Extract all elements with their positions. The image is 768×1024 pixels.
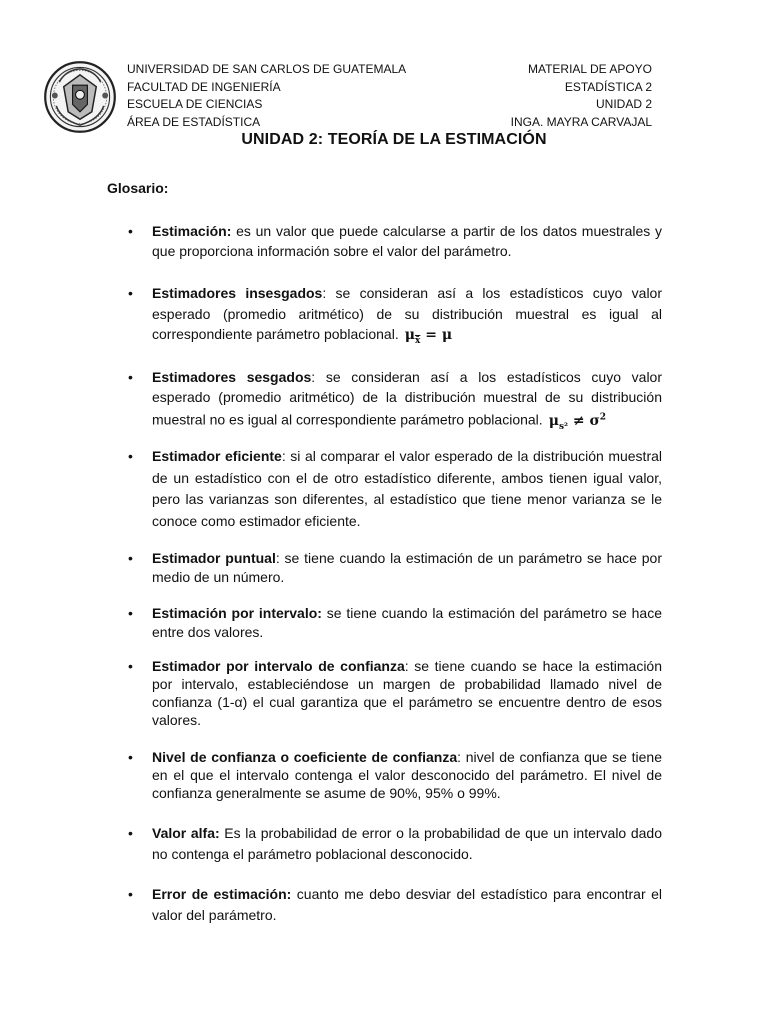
glossary-entry-valor-alfa (128, 823, 662, 865)
course-info (511, 61, 652, 131)
glossary-entry-nivel-de-confianza (128, 748, 662, 802)
glossary-entry-estimacion-por-intervalo (128, 604, 662, 642)
entry-term: Estimación por intervalo: (152, 605, 322, 621)
entry-term: Estimador puntual (152, 550, 276, 566)
entry-text (152, 283, 662, 351)
university-seal-logo (43, 60, 117, 134)
course-name: ESTADÍSTICA 2 (564, 79, 652, 94)
entry-text (152, 549, 662, 587)
entry-definition: : se consideran así a los estadísticos cuyo valor esperado (promedio aritmético) de su distribución muestral es igual al correspondiente parámetro poblacional. (152, 285, 663, 342)
entry-text (152, 604, 662, 642)
entry-text (152, 748, 662, 802)
bullet-icon: • (128, 550, 133, 566)
glossary-entry-estimadores-insesgados (128, 283, 662, 351)
bullet-icon: • (128, 825, 133, 841)
page-title: UNIDAD 2: TEORÍA DE LA ESTIMACIÓN (241, 131, 547, 148)
formula-biased: $\mu_{s^2} \ne \sigma^2$ (548, 412, 607, 432)
entry-definition: cuanto me debo desviar del estadístico para encontrar el valor del parámetro. (152, 886, 663, 923)
formula-unbiased: $\mu_{x̄} = \mu$ (404, 327, 453, 346)
entry-text (152, 221, 662, 261)
entry-term: Estimador eficiente (152, 448, 282, 464)
bullet-icon: • (128, 658, 133, 674)
bullet-icon: • (128, 605, 133, 621)
entry-text (152, 446, 662, 532)
glossary-entry-error-de-estimacion (128, 884, 662, 926)
entry-term: Error de estimación: (152, 886, 292, 902)
entry-text (152, 884, 662, 926)
faculty-name: FACULTAD DE INGENIERÍA (127, 79, 281, 94)
entry-text (152, 367, 662, 436)
glossary-entry-estimacion (128, 221, 662, 261)
material-label: MATERIAL DE APOYO (527, 62, 652, 76)
entry-term: Estimadores insesgados (152, 285, 323, 301)
bullet-icon: • (128, 886, 133, 902)
bullet-icon: • (128, 223, 133, 239)
entry-definition: Es la probabilidad de error o la probabilidad de que un intervalo dado no contenga el parámetro poblacional desconocido. (152, 825, 662, 862)
entry-term: Estimadores sesgados (152, 369, 312, 385)
glossary-entry-estimador-eficiente (128, 446, 662, 532)
entry-term: Valor alfa: (152, 825, 220, 841)
entry-text (152, 823, 662, 865)
bullet-icon: • (128, 369, 133, 385)
glossary-entry-intervalo-de-confianza (128, 657, 662, 729)
instructor-name: INGA. MAYRA CARVAJAL (510, 114, 652, 129)
entry-term: Nivel de confianza o coeficiente de confianza (152, 749, 458, 765)
university-name: UNIVERSIDAD DE SAN CARLOS DE GUATEMALA (127, 62, 407, 76)
unit-label: UNIDAD 2 (595, 97, 652, 112)
bullet-icon: • (128, 749, 133, 765)
document-header (0, 0, 768, 135)
school-name: ESCUELA DE CIENCIAS (127, 97, 263, 112)
entry-definition: se tiene cuando la estimación del parámetro se hace entre dos valores. (152, 605, 662, 640)
entry-term: Estimación: (152, 223, 232, 239)
bullet-icon: • (128, 448, 133, 464)
entry-text (152, 657, 662, 729)
entry-definition: : si al comparar el valor esperado de la distribución muestral de un estadístico con el de otro estadístico diferente, ambos tienen igual valor, pero las varianzas son diferentes, al estadístico que tiene menor varianza se le conoce como estimador eficiente. (152, 448, 662, 529)
entry-definition: : se consideran así a los estadísticos cuyo valor esperado (promedio aritmético) de la distribución muestral de su distribución muestral no es igual al correspondiente parámetro poblacional. (152, 369, 663, 428)
glossary-entry-estimador-puntual (128, 549, 662, 587)
entry-definition: : nivel de confianza que se tiene en el que el intervalo contenga el valor desconocido del parámetro. El nivel de confianza generalmente se asume de 90%, 95% o 99%. (152, 749, 663, 801)
area-name: ÁREA DE ESTADÍSTICA (127, 114, 261, 129)
glossary-heading: Glosario: (107, 180, 169, 196)
entry-term: Estimador por intervalo de confianza (152, 658, 405, 674)
entry-definition: : se tiene cuando la estimación de un parámetro se hace por medio de un número. (152, 550, 662, 585)
entry-definition: es un valor que puede calcularse a partir de los datos muestrales y que proporciona información sobre el valor del parámetro. (152, 223, 662, 259)
entry-definition: : se tiene cuando se hace la estimación por intervalo, estableciéndose un margen de probabilidad llamado nivel de confianza (1-α) el cual garantiza que el parámetro se encuentre dentro de esos valores. (152, 658, 663, 728)
bullet-icon: • (128, 285, 133, 301)
glossary-entry-estimadores-sesgados (128, 367, 662, 436)
institution-info (127, 61, 406, 131)
